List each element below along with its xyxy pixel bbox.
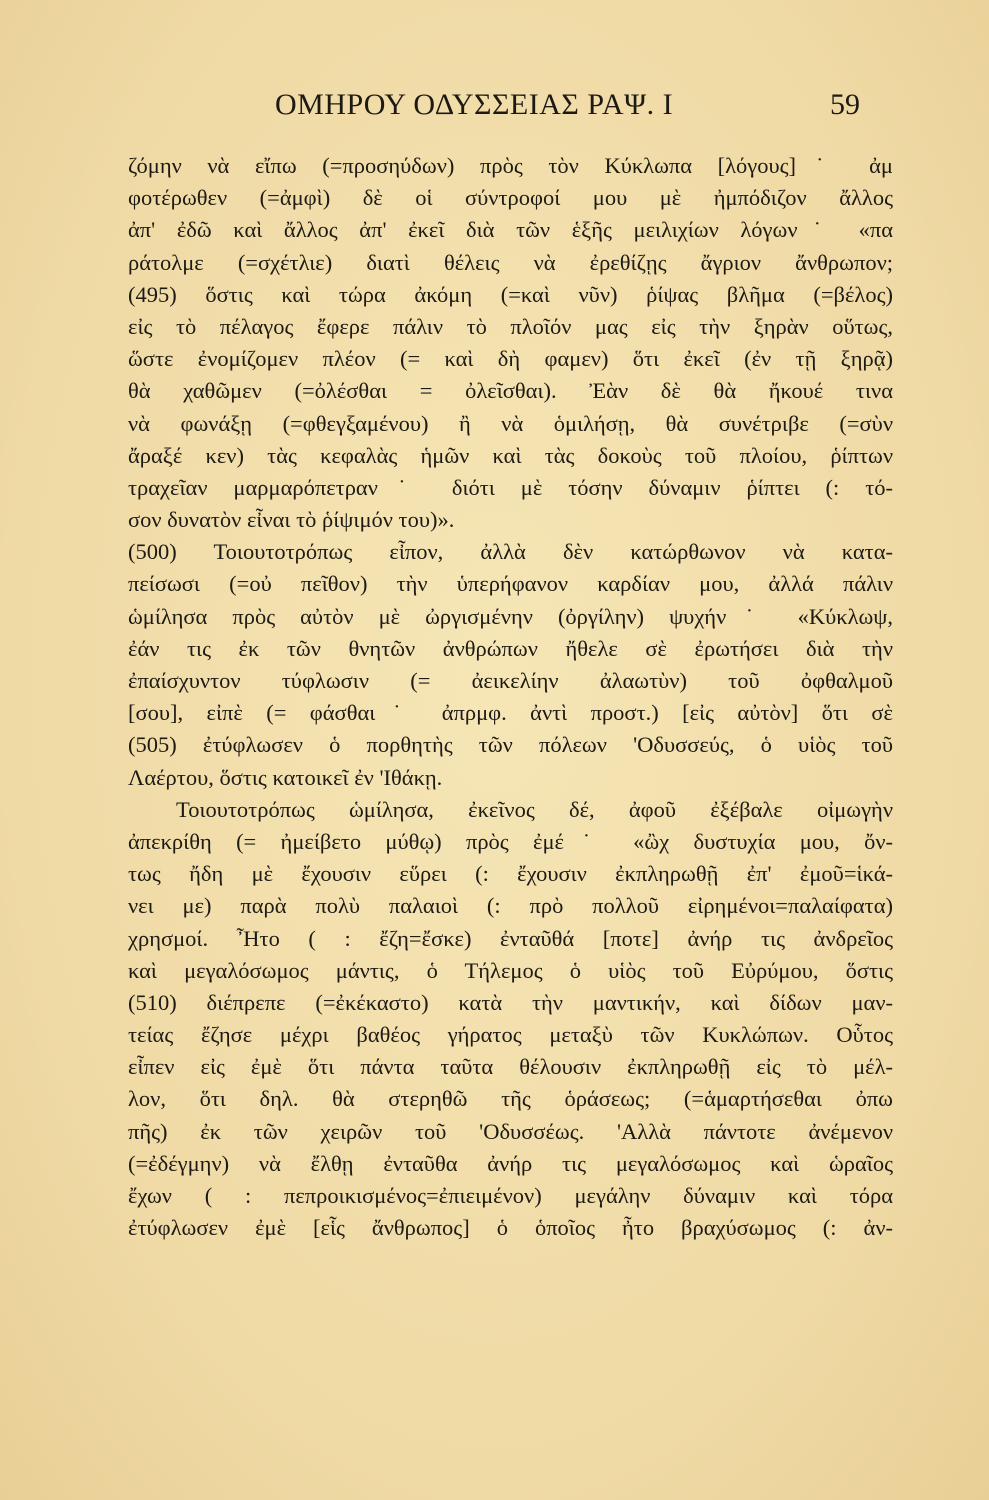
- text-line: τείας ἔζησε μέχρι βαθέος γήρατος μεταξὺ τῶν Κυκλώπων. Οὗτος: [128, 1022, 893, 1048]
- text-line: ἀπεκρίθη (= ἠμείβετο μύθῳ) πρὸς ἐμέ˙ «ὢχ δυστυχία μου, ὄν-: [128, 828, 893, 854]
- text-line: (505) ἐτύφλωσεν ὁ πορθητὴς τῶν πόλεων 'Οδυσσεύς, ὁ υἱὸς τοῦ: [128, 732, 893, 758]
- text-line: καὶ μεγαλόσωμος μάντις, ὁ Τήλεμος ὁ υἱὸς τοῦ Εὐρύμου, ὅστις: [128, 957, 893, 983]
- text-line: Λαέρτου, ὅστις κατοικεῖ ἐν 'Ιθάκῃ.: [128, 764, 443, 790]
- text-line: σον δυνατὸν εἶναι τὸ ῥίψιμόν του)».: [128, 507, 455, 533]
- text-line: ράτολμε (=σχέτλιε) διατὶ θέλεις νὰ ἐρεθίζῃς ἄγριον ἄνθρωπον;: [128, 249, 893, 275]
- text-line: πείσωσι (=οὐ πεῖθον) τὴν ὑπερήφανον καρδίαν μου, ἀλλά πάλιν: [128, 571, 893, 597]
- body-text: [128, 150, 893, 1244]
- text-line: ἔχων ( : πεπροικισμένος=ἐπιειμένον) μεγάλην δύναμιν καὶ τόρα: [128, 1183, 893, 1208]
- text-line: [σου], εἰπὲ (= φάσθαι˙ ἀπρμφ. ἀντὶ προστ.) [εἰς αὐτὸν] ὅτι σὲ: [128, 700, 893, 726]
- text-line: Τοιουτοτρόπως ὡμίλησα, ἐκεῖνος δέ, ἀφοῦ ἐξέβαλε οἰμωγὴν: [176, 796, 893, 822]
- text-line: νει με) παρὰ πολὺ παλαιοὶ (: πρὸ πολλοῦ εἰρημένοι=παλαίφατα): [128, 893, 893, 919]
- text-line: λον, ὅτι δηλ. θὰ στερηθῶ τῆς ὁράσεως; (=ἁμαρτήσεθαι ὀπω: [128, 1086, 893, 1112]
- text-line: ἐτύφλωσεν ἐμὲ [εἷς ἄνθρωπος] ὁ ὁποῖος ἦτο βραχύσωμος (: ἀν-: [128, 1215, 893, 1241]
- text-line: τραχεῖαν μαρμαρόπετραν˙ διότι μὲ τόσην δύναμιν ῥίπτει (: τό-: [128, 474, 893, 500]
- text-line: (510) διέπρεπε (=ἐκέκαστο) κατὰ τὴν μαντικήν, καὶ δίδων μαν-: [128, 989, 893, 1015]
- text-line: εἶπεν εἰς ἐμὲ ὅτι πάντα ταῦτα θέλουσιν ἐκπληρωθῇ εἰς τὸ μέλ-: [128, 1054, 893, 1080]
- text-line: ἄραξέ κεν) τὰς κεφαλὰς ἡμῶν καὶ τὰς δοκοὺς τοῦ πλοίου, ῥίπτων: [128, 442, 893, 468]
- text-line: (500) Τοιουτοτρόπως εἶπον, ἀλλὰ δὲν κατώρθωνον νὰ κατα-: [128, 539, 893, 565]
- text-line: νὰ φωνάξῃ (=φθεγξαμένου) ἢ νὰ ὁμιλήσῃ, θὰ συνέτριβε (=σὺν: [128, 410, 893, 436]
- text-line: (=ἐδέγμην) νὰ ἔλθῃ ἐνταῦθα ἀνήρ τις μεγαλόσωμος καὶ ὡραῖος: [128, 1150, 893, 1176]
- text-line: ἐάν τις ἐκ τῶν θνητῶν ἀνθρώπων ἤθελε σὲ ἐρωτήσει διὰ τὴν: [128, 635, 893, 661]
- running-title: ΟΜΗΡΟΥ ΟΔΥΣΣΕΙΑΣ ΡΑΨ. Ι: [275, 88, 674, 121]
- text-line: ζόμην νὰ εἴπω (=προσηύδων) πρὸς τὸν Κύκλωπα [λόγους]˙ ἀμ: [128, 153, 893, 178]
- text-line: θὰ χαθῶμεν (=ὀλέσθαι = ὀλεῖσθαι). Ἐὰν δὲ θὰ ἤκουέ τινα: [128, 378, 893, 404]
- text-line: φοτέρωθεν (=ἀμφὶ) δὲ οἱ σύντροφοί μου μὲ ἠμπόδιζον ἄλλος: [128, 185, 893, 211]
- text-line: πῆς) ἐκ τῶν χειρῶν τοῦ 'Οδυσσέως. 'Αλλὰ πάντοτε ἀνέμενον: [128, 1118, 893, 1144]
- text-line: ὥστε ἐνομίζομεν πλέον (= καὶ δὴ φαμεν) ὅτι ἐκεῖ (ἐν τῇ ξηρᾷ): [128, 346, 893, 372]
- text-line: ἀπ' ἐδῶ καὶ ἄλλος ἀπ' ἐκεῖ διὰ τῶν ἑξῆς μειλιχίων λόγων˙ «πα: [128, 217, 893, 243]
- text-line: εἰς τὸ πέλαγος ἔφερε πάλιν τὸ πλοῖόν μας εἰς τὴν ξηρὰν οὕτως,: [128, 313, 893, 339]
- text-line: (495) ὅστις καὶ τώρα ἀκόμη (=καὶ νῦν) ῥίψας βλῆμα (=βέλος): [128, 281, 893, 307]
- page-number: 59: [830, 88, 860, 121]
- text-line: ὡμίλησα πρὸς αὐτὸν μὲ ὠργισμένην (ὀργίλην) ψυχήν˙ «Κύκλωψ,: [128, 603, 893, 629]
- text-line: ἐπαίσχυντον τύφλωσιν (= ἀεικελίην ἀλαωτὺν) τοῦ ὀφθαλμοῦ: [128, 668, 893, 693]
- text-line: χρησμοί. Ἦτο ( : ἔζη=ἔσκε) ἐνταῦθά [ποτε] ἀνήρ τις ἀνδρεῖος: [128, 925, 893, 951]
- page-header: [130, 88, 860, 128]
- text-line: τως ἤδη μὲ ἔχουσιν εὕρει (: ἔχουσιν ἐκπληρωθῇ ἐπ' ἐμοῦ=ἱκά-: [128, 861, 893, 887]
